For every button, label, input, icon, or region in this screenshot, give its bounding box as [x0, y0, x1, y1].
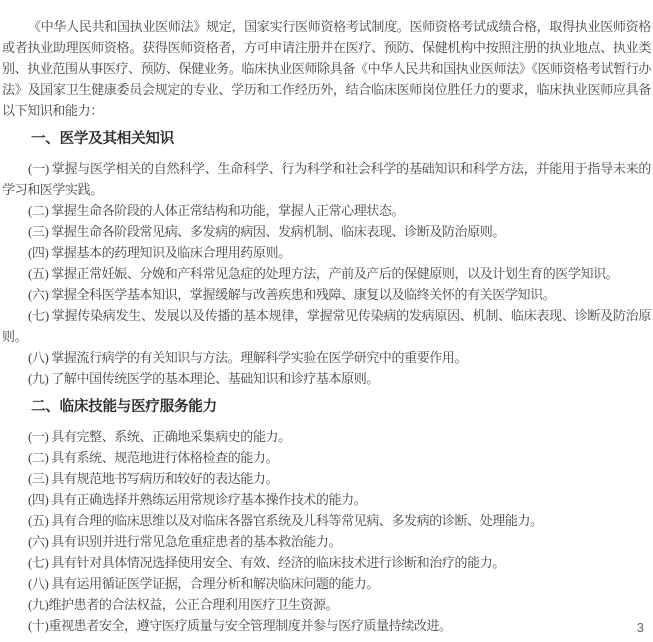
list-item: (三) 具有规范地书写病历和较好的表达能力。: [28, 471, 279, 486]
list-item: (二) 具有系统、规范地进行体格检查的能力。: [28, 450, 279, 465]
list-item: (七) 掌握传染病发生、发展以及传播的基本规律，掌握常见传染病的发病原因、机制、临床表现、诊断及防治原则。: [2, 308, 651, 344]
list-item: (一) 掌握与医学相关的自然科学、生命科学、行为科学和社会科学的基础知识和科学方法，并能用于指导未来的学习和医学实践。: [2, 161, 651, 197]
section-items: [2, 426, 651, 636]
intro-paragraph: 《中华人民共和国执业医师法》规定，国家实行医师资格考试制度。医师资格考试成绩合格，取得执业医师资格或者执业助理医师资格。获得医师资格者，方可申请注册并在医疗、预防、保健机构中按照注册的执业地点、执业类别、执业范围从事医疗、预防、保健业务。临床执业医师除具备《中华人民共和国执业医师法》《医师资格考试暂行办法》及国家卫生健康委员会规定的专业、学历和工作经历外，结合临床医师岗位胜任力的要求，临床执业医师应具备以下知识和能力：: [2, 19, 651, 118]
list-item: (六) 具有识别并进行常见急危重症患者的基本救治能力。: [28, 534, 342, 549]
list-item: (五) 具有合理的临床思维以及对临床各器官系统及儿科等常见病、多发病的诊断、处理能力。: [28, 513, 543, 528]
list-item: (八) 具有运用循证医学证据，合理分析和解决临床问题的能力。: [28, 576, 379, 591]
list-item: (四) 具有正确选择并熟练运用常规诊疗基本操作技术的能力。: [28, 492, 367, 507]
list-item: (六) 掌握全科医学基本知识，掌握缓解与改善疾患和残障、康复以及临终关怀的有关医学知识。: [28, 287, 556, 302]
sections-container: [2, 129, 651, 636]
list-item: (三) 掌握生命各阶段常见病、多发病的病因、发病机制、临床表现、诊断及防治原则。: [28, 224, 505, 239]
section-items: [2, 158, 651, 389]
list-item: (五) 掌握正常妊娠、分娩和产科常见急症的处理方法，产前及产后的保健原则，以及计划生育的医学知识。: [28, 266, 619, 281]
list-item: (七) 具有针对具体情况选择使用安全、有效、经济的临床技术进行诊断和治疗的能力。: [28, 555, 505, 570]
list-item: (十)重视患者安全，遵守医疗质量与安全管理制度并参与医疗质量持续改进。: [28, 618, 452, 633]
document-section: [2, 129, 651, 389]
page-number: 3: [636, 620, 644, 635]
list-item: (八) 掌握流行病学的有关知识与方法。理解科学实验在医学研究中的重要作用。: [28, 350, 468, 365]
list-item: (九) 了解中国传统医学的基本理论、基础知识和诊疗基本原则。: [28, 371, 379, 386]
list-item: (二) 掌握生命各阶段的人体正常结构和功能，掌握人正常心理状态。: [28, 203, 405, 218]
list-item: (四) 掌握基本的药理知识及临床合理用药原则。: [28, 245, 291, 260]
document-section: [2, 397, 651, 636]
list-item: (九)维护患者的合法权益，公正合理利用医疗卫生资源。: [28, 597, 339, 612]
section-heading: 二、临床技能与医疗服务能力: [31, 399, 217, 415]
list-item: (一) 具有完整、系统、正确地采集病史的能力。: [28, 429, 291, 444]
section-heading: 一、医学及其相关知识: [31, 131, 174, 147]
